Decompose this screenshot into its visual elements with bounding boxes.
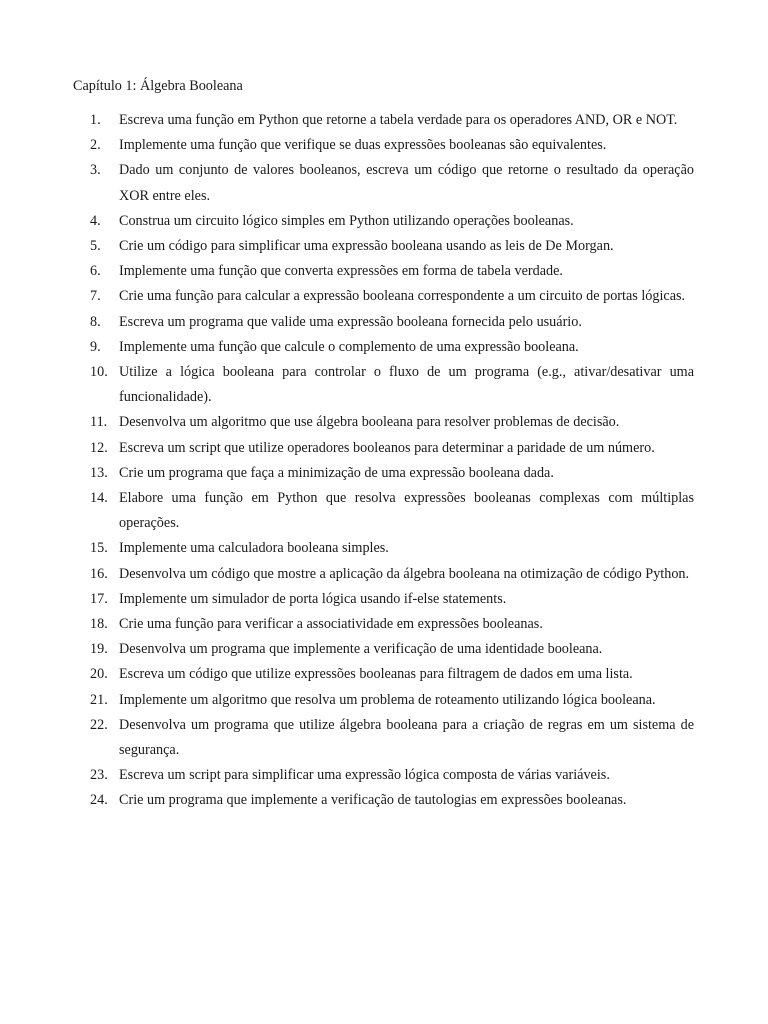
item-text: Desenvolva um código que mostre a aplicação da álgebra booleana na otimização de código Python. <box>119 565 690 582</box>
list-item <box>90 662 694 687</box>
item-text: Implemente uma função que calcule o complemento de uma expressão booleana. <box>119 338 579 355</box>
list-item <box>90 536 694 561</box>
item-text: Crie uma função para calcular a expressão booleana correspondente a um circuito de portas lógicas. <box>119 288 686 305</box>
chapter-title: Capítulo 1: Álgebra Booleana <box>73 78 243 94</box>
list-item <box>90 158 694 208</box>
list-item <box>90 133 694 158</box>
item-number: 10. <box>90 364 108 381</box>
item-text: Escreva um programa que valide uma expressão booleana fornecida pelo usuário. <box>119 313 582 330</box>
item-number: 13. <box>90 464 108 481</box>
item-text: Utilize a lógica booleana para controlar o fluxo de um programa (e.g., ativar/desativar uma funcionalidade). <box>119 364 694 406</box>
list-item <box>90 688 694 713</box>
item-text: Desenvolva um programa que implemente a verificação de uma identidade booleana. <box>119 641 603 658</box>
list-item <box>90 612 694 637</box>
item-text: Crie um programa que faça a minimização de uma expressão booleana dada. <box>119 464 554 481</box>
item-text: Crie um código para simplificar uma expressão booleana usando as leis de De Morgan. <box>119 238 614 255</box>
item-text: Dado um conjunto de valores booleanos, escreva um código que retorne o resultado da operação XOR entre eles. <box>119 162 694 204</box>
list-item <box>90 587 694 612</box>
list-item <box>90 763 694 788</box>
item-text: Escreva um código que utilize expressões booleanas para filtragem de dados em uma lista. <box>119 666 633 683</box>
item-text: Desenvolva um algoritmo que use álgebra booleana para resolver problemas de decisão. <box>119 414 620 431</box>
item-text: Implemente uma função que converta expressões em forma de tabela verdade. <box>119 263 563 280</box>
item-text: Escreva uma função em Python que retorne a tabela verdade para os operadores AND, OR e NOT. <box>119 112 678 128</box>
list-item <box>90 284 694 309</box>
item-number: 8. <box>90 313 101 330</box>
list-item <box>90 788 694 813</box>
item-number: 21. <box>90 691 108 708</box>
item-number: 16. <box>90 565 108 582</box>
item-number: 24. <box>90 792 108 809</box>
item-number: 19. <box>90 641 108 658</box>
list-item <box>90 436 694 461</box>
list-item <box>90 410 694 435</box>
item-number: 9. <box>90 338 101 355</box>
exercise-list <box>90 108 694 814</box>
list-item <box>90 637 694 662</box>
list-item <box>90 259 694 284</box>
item-text: Escreva um script que utilize operadores booleanos para determinar a paridade de um número. <box>119 439 655 456</box>
item-number: 11. <box>90 414 108 431</box>
item-number: 2. <box>90 137 101 154</box>
item-text: Desenvolva um programa que utilize álgebra booleana para a criação de regras em um sistema de segurança. <box>119 716 694 759</box>
item-text: Implemente uma calculadora booleana simples. <box>119 540 389 557</box>
item-text: Escreva um script para simplificar uma expressão lógica composta de várias variáveis. <box>119 767 610 784</box>
list-item <box>90 108 694 133</box>
item-number: 22. <box>90 716 108 733</box>
item-number: 17. <box>90 590 108 607</box>
item-number: 3. <box>90 162 101 179</box>
item-number: 14. <box>90 490 108 507</box>
item-number: 5. <box>90 238 101 255</box>
item-text: Implemente uma função que verifique se duas expressões booleanas são equivalentes. <box>119 137 607 154</box>
list-item <box>90 486 694 536</box>
item-number: 1. <box>90 112 101 128</box>
item-text: Implemente um algoritmo que resolva um problema de roteamento utilizando lógica booleana. <box>119 691 656 708</box>
item-number: 6. <box>90 263 101 280</box>
list-item <box>90 335 694 360</box>
item-text: Construa um circuito lógico simples em Python utilizando operações booleanas. <box>119 212 574 229</box>
list-item <box>90 310 694 335</box>
list-item <box>90 209 694 234</box>
list-item <box>90 360 694 410</box>
item-text: Crie um programa que implemente a verificação de tautologias em expressões booleanas. <box>119 792 627 809</box>
item-text: Implemente um simulador de porta lógica usando if-else statements. <box>119 590 507 607</box>
item-number: 18. <box>90 616 108 633</box>
item-number: 20. <box>90 666 108 683</box>
list-item <box>90 234 694 259</box>
item-text: Elabore uma função em Python que resolva expressões booleanas complexas com múltiplas operações. <box>119 490 694 532</box>
list-item <box>90 562 694 587</box>
list-item <box>90 713 694 763</box>
list-item <box>90 461 694 486</box>
item-number: 15. <box>90 540 108 557</box>
item-number: 4. <box>90 212 101 229</box>
item-number: 7. <box>90 288 101 305</box>
item-number: 23. <box>90 767 108 784</box>
item-number: 12. <box>90 439 108 456</box>
item-text: Crie uma função para verificar a associatividade em expressões booleanas. <box>119 616 543 633</box>
